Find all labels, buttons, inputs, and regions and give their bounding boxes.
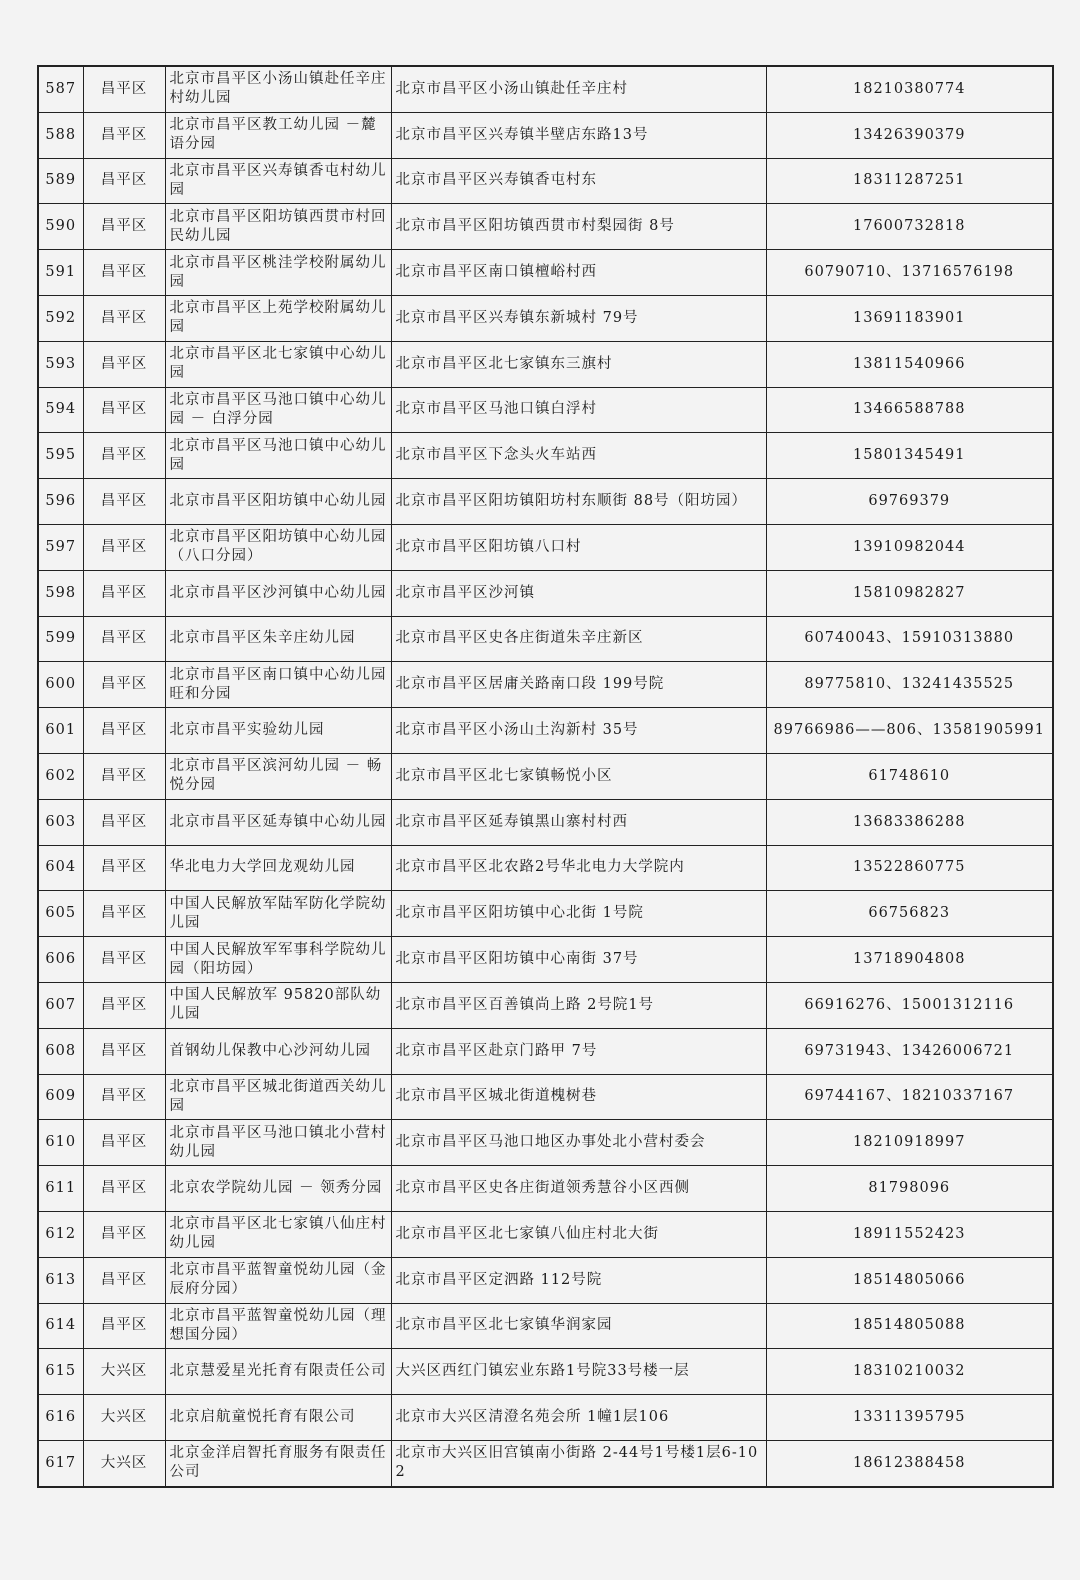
institution-name-cell: 北京市昌平实验幼儿园 (165, 708, 391, 754)
district-cell: 大兴区 (83, 1395, 165, 1441)
institution-name-cell: 北京市昌平区北七家镇八仙庄村幼儿园 (165, 1211, 391, 1257)
address-cell: 北京市昌平区居庸关路南口段 199号院 (391, 662, 766, 708)
district-cell: 昌平区 (83, 524, 165, 570)
table-row (38, 479, 1053, 525)
table-row (38, 112, 1053, 158)
district-cell: 昌平区 (83, 387, 165, 433)
address-cell: 大兴区西红门镇宏业东路1号院33号楼一层 (391, 1349, 766, 1395)
address-cell: 北京市昌平区北农路2号华北电力大学院内 (391, 845, 766, 891)
institution-name-cell: 北京金洋启智托育服务有限责任公司 (165, 1440, 391, 1486)
district-cell: 昌平区 (83, 158, 165, 204)
district-cell: 昌平区 (83, 1303, 165, 1349)
table-row (38, 524, 1053, 570)
row-number: 603 (38, 799, 83, 845)
row-number: 604 (38, 845, 83, 891)
table-row (38, 937, 1053, 983)
institution-name-cell: 北京慧爱星光托育有限责任公司 (165, 1349, 391, 1395)
institution-name-cell: 北京市昌平区兴寿镇香屯村幼儿园 (165, 158, 391, 204)
phone-cell: 18514805088 (766, 1303, 1053, 1349)
institution-name-cell: 中国人民解放军 95820部队幼儿园 (165, 982, 391, 1028)
table-row (38, 1303, 1053, 1349)
institution-name-cell: 华北电力大学回龙观幼儿园 (165, 845, 391, 891)
phone-cell: 13910982044 (766, 524, 1053, 570)
table-row (38, 616, 1053, 662)
row-number: 609 (38, 1074, 83, 1120)
table-row (38, 433, 1053, 479)
table-row (38, 1257, 1053, 1303)
address-cell: 北京市昌平区北七家镇八仙庄村北大街 (391, 1211, 766, 1257)
address-cell: 北京市昌平区小汤山土沟新村 35号 (391, 708, 766, 754)
table-row (38, 66, 1053, 112)
district-cell: 大兴区 (83, 1349, 165, 1395)
phone-cell: 18514805066 (766, 1257, 1053, 1303)
institution-name-cell: 北京市昌平区马池口镇北小营村幼儿园 (165, 1120, 391, 1166)
address-cell: 北京市昌平区阳坊镇西贯市村梨园街 8号 (391, 204, 766, 250)
district-cell: 昌平区 (83, 937, 165, 983)
institution-name-cell: 北京市昌平区桃洼学校附属幼儿园 (165, 250, 391, 296)
address-cell: 北京市昌平区兴寿镇半壁店东路13号 (391, 112, 766, 158)
row-number: 605 (38, 891, 83, 937)
institution-name-cell: 北京市昌平区朱辛庄幼儿园 (165, 616, 391, 662)
phone-cell: 18311287251 (766, 158, 1053, 204)
row-number: 611 (38, 1166, 83, 1212)
address-cell: 北京市大兴区清澄名苑会所 1幢1层106 (391, 1395, 766, 1441)
institution-name-cell: 北京市昌平蓝智童悦幼儿园（金辰府分园） (165, 1257, 391, 1303)
address-cell: 北京市昌平区小汤山镇赴任辛庄村 (391, 66, 766, 112)
row-number: 608 (38, 1028, 83, 1074)
district-cell: 昌平区 (83, 891, 165, 937)
table-row (38, 982, 1053, 1028)
institution-name-cell: 北京市昌平区滨河幼儿园 － 畅悦分园 (165, 753, 391, 799)
phone-cell: 13311395795 (766, 1395, 1053, 1441)
address-cell: 北京市昌平区下念头火车站西 (391, 433, 766, 479)
district-cell: 昌平区 (83, 1257, 165, 1303)
district-cell: 昌平区 (83, 112, 165, 158)
institution-name-cell: 北京市昌平区城北街道西关幼儿园 (165, 1074, 391, 1120)
table-row (38, 845, 1053, 891)
row-number: 615 (38, 1349, 83, 1395)
row-number: 610 (38, 1120, 83, 1166)
table-row (38, 387, 1053, 433)
district-cell: 昌平区 (83, 753, 165, 799)
district-cell: 昌平区 (83, 479, 165, 525)
phone-cell: 18612388458 (766, 1440, 1053, 1486)
address-cell: 北京市大兴区旧宫镇南小街路 2-44号1号楼1层6-102 (391, 1440, 766, 1486)
district-cell: 昌平区 (83, 1211, 165, 1257)
institution-name-cell: 北京农学院幼儿园 － 领秀分园 (165, 1166, 391, 1212)
row-number: 600 (38, 662, 83, 708)
table-row (38, 1440, 1053, 1486)
address-cell: 北京市昌平区阳坊镇阳坊村东顺街 88号（阳坊园） (391, 479, 766, 525)
address-cell: 北京市昌平区沙河镇 (391, 570, 766, 616)
address-cell: 北京市昌平区延寿镇黑山寨村村西 (391, 799, 766, 845)
row-number: 588 (38, 112, 83, 158)
district-cell: 大兴区 (83, 1440, 165, 1486)
row-number: 616 (38, 1395, 83, 1441)
table-row (38, 1074, 1053, 1120)
row-number: 595 (38, 433, 83, 479)
phone-cell: 18210380774 (766, 66, 1053, 112)
phone-cell: 81798096 (766, 1166, 1053, 1212)
address-cell: 北京市昌平区定泗路 112号院 (391, 1257, 766, 1303)
institution-name-cell: 北京市昌平区南口镇中心幼儿园旺和分园 (165, 662, 391, 708)
phone-cell: 61748610 (766, 753, 1053, 799)
address-cell: 北京市昌平区北七家镇华润家园 (391, 1303, 766, 1349)
table-row (38, 708, 1053, 754)
phone-cell: 13683386288 (766, 799, 1053, 845)
row-number: 602 (38, 753, 83, 799)
phone-cell: 69731943、13426006721 (766, 1028, 1053, 1074)
address-cell: 北京市昌平区史各庄街道朱辛庄新区 (391, 616, 766, 662)
address-cell: 北京市昌平区阳坊镇中心南街 37号 (391, 937, 766, 983)
district-cell: 昌平区 (83, 662, 165, 708)
phone-cell: 69769379 (766, 479, 1053, 525)
table-row (38, 662, 1053, 708)
institution-name-cell: 北京市昌平区延寿镇中心幼儿园 (165, 799, 391, 845)
table-row (38, 799, 1053, 845)
institution-name-cell: 首钢幼儿保教中心沙河幼儿园 (165, 1028, 391, 1074)
district-cell: 昌平区 (83, 799, 165, 845)
address-cell: 北京市昌平区南口镇檀峪村西 (391, 250, 766, 296)
district-cell: 昌平区 (83, 295, 165, 341)
phone-cell: 66756823 (766, 891, 1053, 937)
institution-name-cell: 北京启航童悦托育有限公司 (165, 1395, 391, 1441)
district-cell: 昌平区 (83, 708, 165, 754)
phone-cell: 69744167、18210337167 (766, 1074, 1053, 1120)
institution-name-cell: 北京市昌平区上苑学校附属幼儿园 (165, 295, 391, 341)
district-cell: 昌平区 (83, 341, 165, 387)
institution-name-cell: 中国人民解放军军事科学院幼儿园（阳坊园） (165, 937, 391, 983)
institution-name-cell: 北京市昌平区阳坊镇中心幼儿园 (165, 479, 391, 525)
row-number: 598 (38, 570, 83, 616)
address-cell: 北京市昌平区阳坊镇中心北街 1号院 (391, 891, 766, 937)
table-row (38, 753, 1053, 799)
phone-cell: 18911552423 (766, 1211, 1053, 1257)
district-cell: 昌平区 (83, 1120, 165, 1166)
row-number: 613 (38, 1257, 83, 1303)
table-body (38, 66, 1053, 1487)
institution-name-cell: 北京市昌平区阳坊镇中心幼儿园（八口分园） (165, 524, 391, 570)
row-number: 601 (38, 708, 83, 754)
address-cell: 北京市昌平区兴寿镇东新城村 79号 (391, 295, 766, 341)
institution-name-cell: 北京市昌平区北七家镇中心幼儿园 (165, 341, 391, 387)
row-number: 614 (38, 1303, 83, 1349)
row-number: 606 (38, 937, 83, 983)
institution-name-cell: 北京市昌平区小汤山镇赴任辛庄村幼儿园 (165, 66, 391, 112)
district-cell: 昌平区 (83, 845, 165, 891)
row-number: 587 (38, 66, 83, 112)
phone-cell: 15810982827 (766, 570, 1053, 616)
address-cell: 北京市昌平区城北街道槐树巷 (391, 1074, 766, 1120)
address-cell: 北京市昌平区马池口地区办事处北小营村委会 (391, 1120, 766, 1166)
phone-cell: 18310210032 (766, 1349, 1053, 1395)
address-cell: 北京市昌平区史各庄街道领秀慧谷小区西侧 (391, 1166, 766, 1212)
phone-cell: 18210918997 (766, 1120, 1053, 1166)
phone-cell: 89766986——806、13581905991 (766, 708, 1053, 754)
table-row (38, 1395, 1053, 1441)
table-row (38, 1211, 1053, 1257)
row-number: 592 (38, 295, 83, 341)
table-row (38, 570, 1053, 616)
row-number: 593 (38, 341, 83, 387)
district-cell: 昌平区 (83, 1028, 165, 1074)
row-number: 607 (38, 982, 83, 1028)
table-row (38, 1166, 1053, 1212)
phone-cell: 13718904808 (766, 937, 1053, 983)
row-number: 612 (38, 1211, 83, 1257)
institution-name-cell: 北京市昌平区教工幼儿园 －麓语分园 (165, 112, 391, 158)
table-row (38, 341, 1053, 387)
kindergarten-table (37, 65, 1054, 1488)
phone-cell: 13811540966 (766, 341, 1053, 387)
district-cell: 昌平区 (83, 616, 165, 662)
row-number: 590 (38, 204, 83, 250)
address-cell: 北京市昌平区赴京门路甲 7号 (391, 1028, 766, 1074)
table-row (38, 1028, 1053, 1074)
address-cell: 北京市昌平区兴寿镇香屯村东 (391, 158, 766, 204)
district-cell: 昌平区 (83, 982, 165, 1028)
address-cell: 北京市昌平区北七家镇东三旗村 (391, 341, 766, 387)
phone-cell: 15801345491 (766, 433, 1053, 479)
district-cell: 昌平区 (83, 570, 165, 616)
district-cell: 昌平区 (83, 250, 165, 296)
address-cell: 北京市昌平区阳坊镇八口村 (391, 524, 766, 570)
table-row (38, 1349, 1053, 1395)
institution-name-cell: 北京市昌平区马池口镇中心幼儿园 － 白浮分园 (165, 387, 391, 433)
district-cell: 昌平区 (83, 433, 165, 479)
table-row (38, 158, 1053, 204)
district-cell: 昌平区 (83, 1166, 165, 1212)
phone-cell: 13522860775 (766, 845, 1053, 891)
phone-cell: 60740043、15910313880 (766, 616, 1053, 662)
phone-cell: 13691183901 (766, 295, 1053, 341)
row-number: 617 (38, 1440, 83, 1486)
district-cell: 昌平区 (83, 204, 165, 250)
address-cell: 北京市昌平区百善镇尚上路 2号院1号 (391, 982, 766, 1028)
table-row (38, 295, 1053, 341)
institution-name-cell: 北京市昌平蓝智童悦幼儿园（理想国分园） (165, 1303, 391, 1349)
institution-name-cell: 北京市昌平区马池口镇中心幼儿园 (165, 433, 391, 479)
phone-cell: 13426390379 (766, 112, 1053, 158)
row-number: 599 (38, 616, 83, 662)
table-row (38, 1120, 1053, 1166)
address-cell: 北京市昌平区北七家镇畅悦小区 (391, 753, 766, 799)
phone-cell: 17600732818 (766, 204, 1053, 250)
table-row (38, 204, 1053, 250)
district-cell: 昌平区 (83, 66, 165, 112)
row-number: 594 (38, 387, 83, 433)
phone-cell: 66916276、15001312116 (766, 982, 1053, 1028)
table-row (38, 250, 1053, 296)
row-number: 589 (38, 158, 83, 204)
district-cell: 昌平区 (83, 1074, 165, 1120)
row-number: 596 (38, 479, 83, 525)
row-number: 591 (38, 250, 83, 296)
phone-cell: 89775810、13241435525 (766, 662, 1053, 708)
institution-name-cell: 北京市昌平区沙河镇中心幼儿园 (165, 570, 391, 616)
table-row (38, 891, 1053, 937)
phone-cell: 60790710、13716576198 (766, 250, 1053, 296)
institution-name-cell: 北京市昌平区阳坊镇西贯市村回民幼儿园 (165, 204, 391, 250)
address-cell: 北京市昌平区马池口镇白浮村 (391, 387, 766, 433)
row-number: 597 (38, 524, 83, 570)
institution-name-cell: 中国人民解放军陆军防化学院幼儿园 (165, 891, 391, 937)
phone-cell: 13466588788 (766, 387, 1053, 433)
